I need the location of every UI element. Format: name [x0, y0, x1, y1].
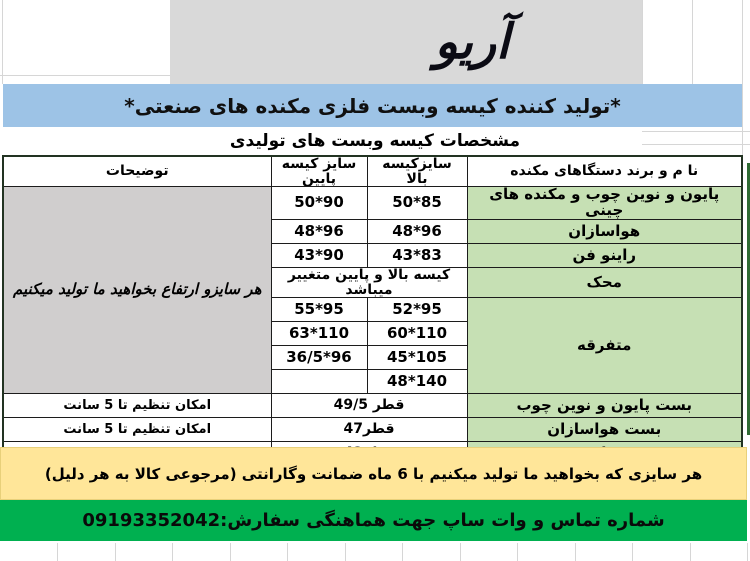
bottom-size-cell[interactable]: 63*110: [271, 322, 367, 346]
gridline: [517, 543, 518, 561]
variable-size-cell[interactable]: کیسه بالا و پایین متغییر میباشد: [271, 267, 467, 297]
gridline: [287, 543, 288, 561]
brand-cell[interactable]: راینو فن: [467, 243, 742, 267]
clamp-brand-cell[interactable]: بست هواسازان: [467, 418, 742, 442]
header-top-size[interactable]: سایزکیسه بالا: [367, 156, 467, 187]
top-size-cell[interactable]: 45*105: [367, 346, 467, 370]
top-size-cell[interactable]: 50*85: [367, 187, 467, 220]
header-brand[interactable]: نا م و برند دستگاهای مکنده: [467, 156, 742, 187]
gridline: [0, 75, 170, 76]
gridline: [692, 0, 693, 84]
gridline: [747, 543, 748, 561]
top-size-cell[interactable]: 60*110: [367, 322, 467, 346]
gridline: [632, 543, 633, 561]
bottom-size-cell[interactable]: 48*96: [271, 219, 367, 243]
gridline: [460, 543, 461, 561]
clamp-note-cell[interactable]: امکان تنظیم تا 5 سانت: [3, 418, 271, 442]
warranty-banner-cell[interactable]: [0, 447, 747, 500]
contact-banner-text: شماره تماس و وات ساپ جهت هماهنگی سفارش:09193352042: [82, 510, 665, 531]
spec-table: [2, 155, 743, 467]
top-size-cell[interactable]: 43*83: [367, 243, 467, 267]
gridline: [172, 543, 173, 561]
contact-banner-cell[interactable]: [0, 500, 747, 541]
gridline: [2, 0, 3, 84]
producer-banner-text: *تولید کننده کیسه وبست فلزی مکنده های صنعتی*: [124, 93, 621, 118]
top-size-cell[interactable]: 52*95: [367, 298, 467, 322]
top-size-cell[interactable]: 48*96: [367, 219, 467, 243]
brand-cell[interactable]: پایون و نوین چوب و مکنده های چینی: [467, 187, 742, 220]
brand-cell[interactable]: محک: [467, 267, 742, 297]
bottom-size-cell[interactable]: 55*95: [271, 298, 367, 322]
notes-merged-cell[interactable]: هر سایزو ارتفاع بخواهید ما تولید میکنیم: [3, 187, 271, 394]
bottom-size-cell[interactable]: [271, 370, 367, 394]
bottom-size-cell[interactable]: 36/5*96: [271, 346, 367, 370]
brand-title: آریو: [434, 14, 510, 70]
gridline: [230, 543, 231, 561]
gridline: [575, 543, 576, 561]
producer-banner-cell[interactable]: [3, 84, 742, 127]
clamp-brand-cell[interactable]: بست پایون و نوین چوب: [467, 394, 742, 418]
warranty-banner-text: هر سایزی که بخواهید ما تولید میکنیم با 6 ماه ضمانت وگارانتی (مرجوعی کالا به هر دلیل): [44, 464, 703, 483]
gridline: [115, 543, 116, 561]
brand-cell-misc[interactable]: متفرقه: [467, 298, 742, 394]
gridline: [57, 543, 58, 561]
sheet-subtitle-text: مشخصات کیسه وبست های تولیدی: [229, 131, 521, 151]
top-size-cell[interactable]: 48*140: [367, 370, 467, 394]
clamp-size-cell[interactable]: قطر 49/5: [271, 394, 467, 418]
sheet-subtitle-cell[interactable]: [0, 127, 750, 155]
gridline: [690, 543, 691, 561]
gridline: [642, 0, 643, 84]
brand-title-cell[interactable]: [170, 0, 642, 84]
clamp-size-cell[interactable]: قطر47: [271, 418, 467, 442]
bottom-size-cell[interactable]: 43*90: [271, 243, 367, 267]
clamp-note-cell[interactable]: امکان تنظیم تا 5 سانت: [3, 394, 271, 418]
gridline: [345, 543, 346, 561]
bottom-size-cell[interactable]: 50*90: [271, 187, 367, 220]
gridline: [402, 543, 403, 561]
header-bottom-size[interactable]: سایز کیسه پایین: [271, 156, 367, 187]
header-notes[interactable]: توضیحات: [3, 156, 271, 187]
brand-cell[interactable]: هواسازان: [467, 219, 742, 243]
